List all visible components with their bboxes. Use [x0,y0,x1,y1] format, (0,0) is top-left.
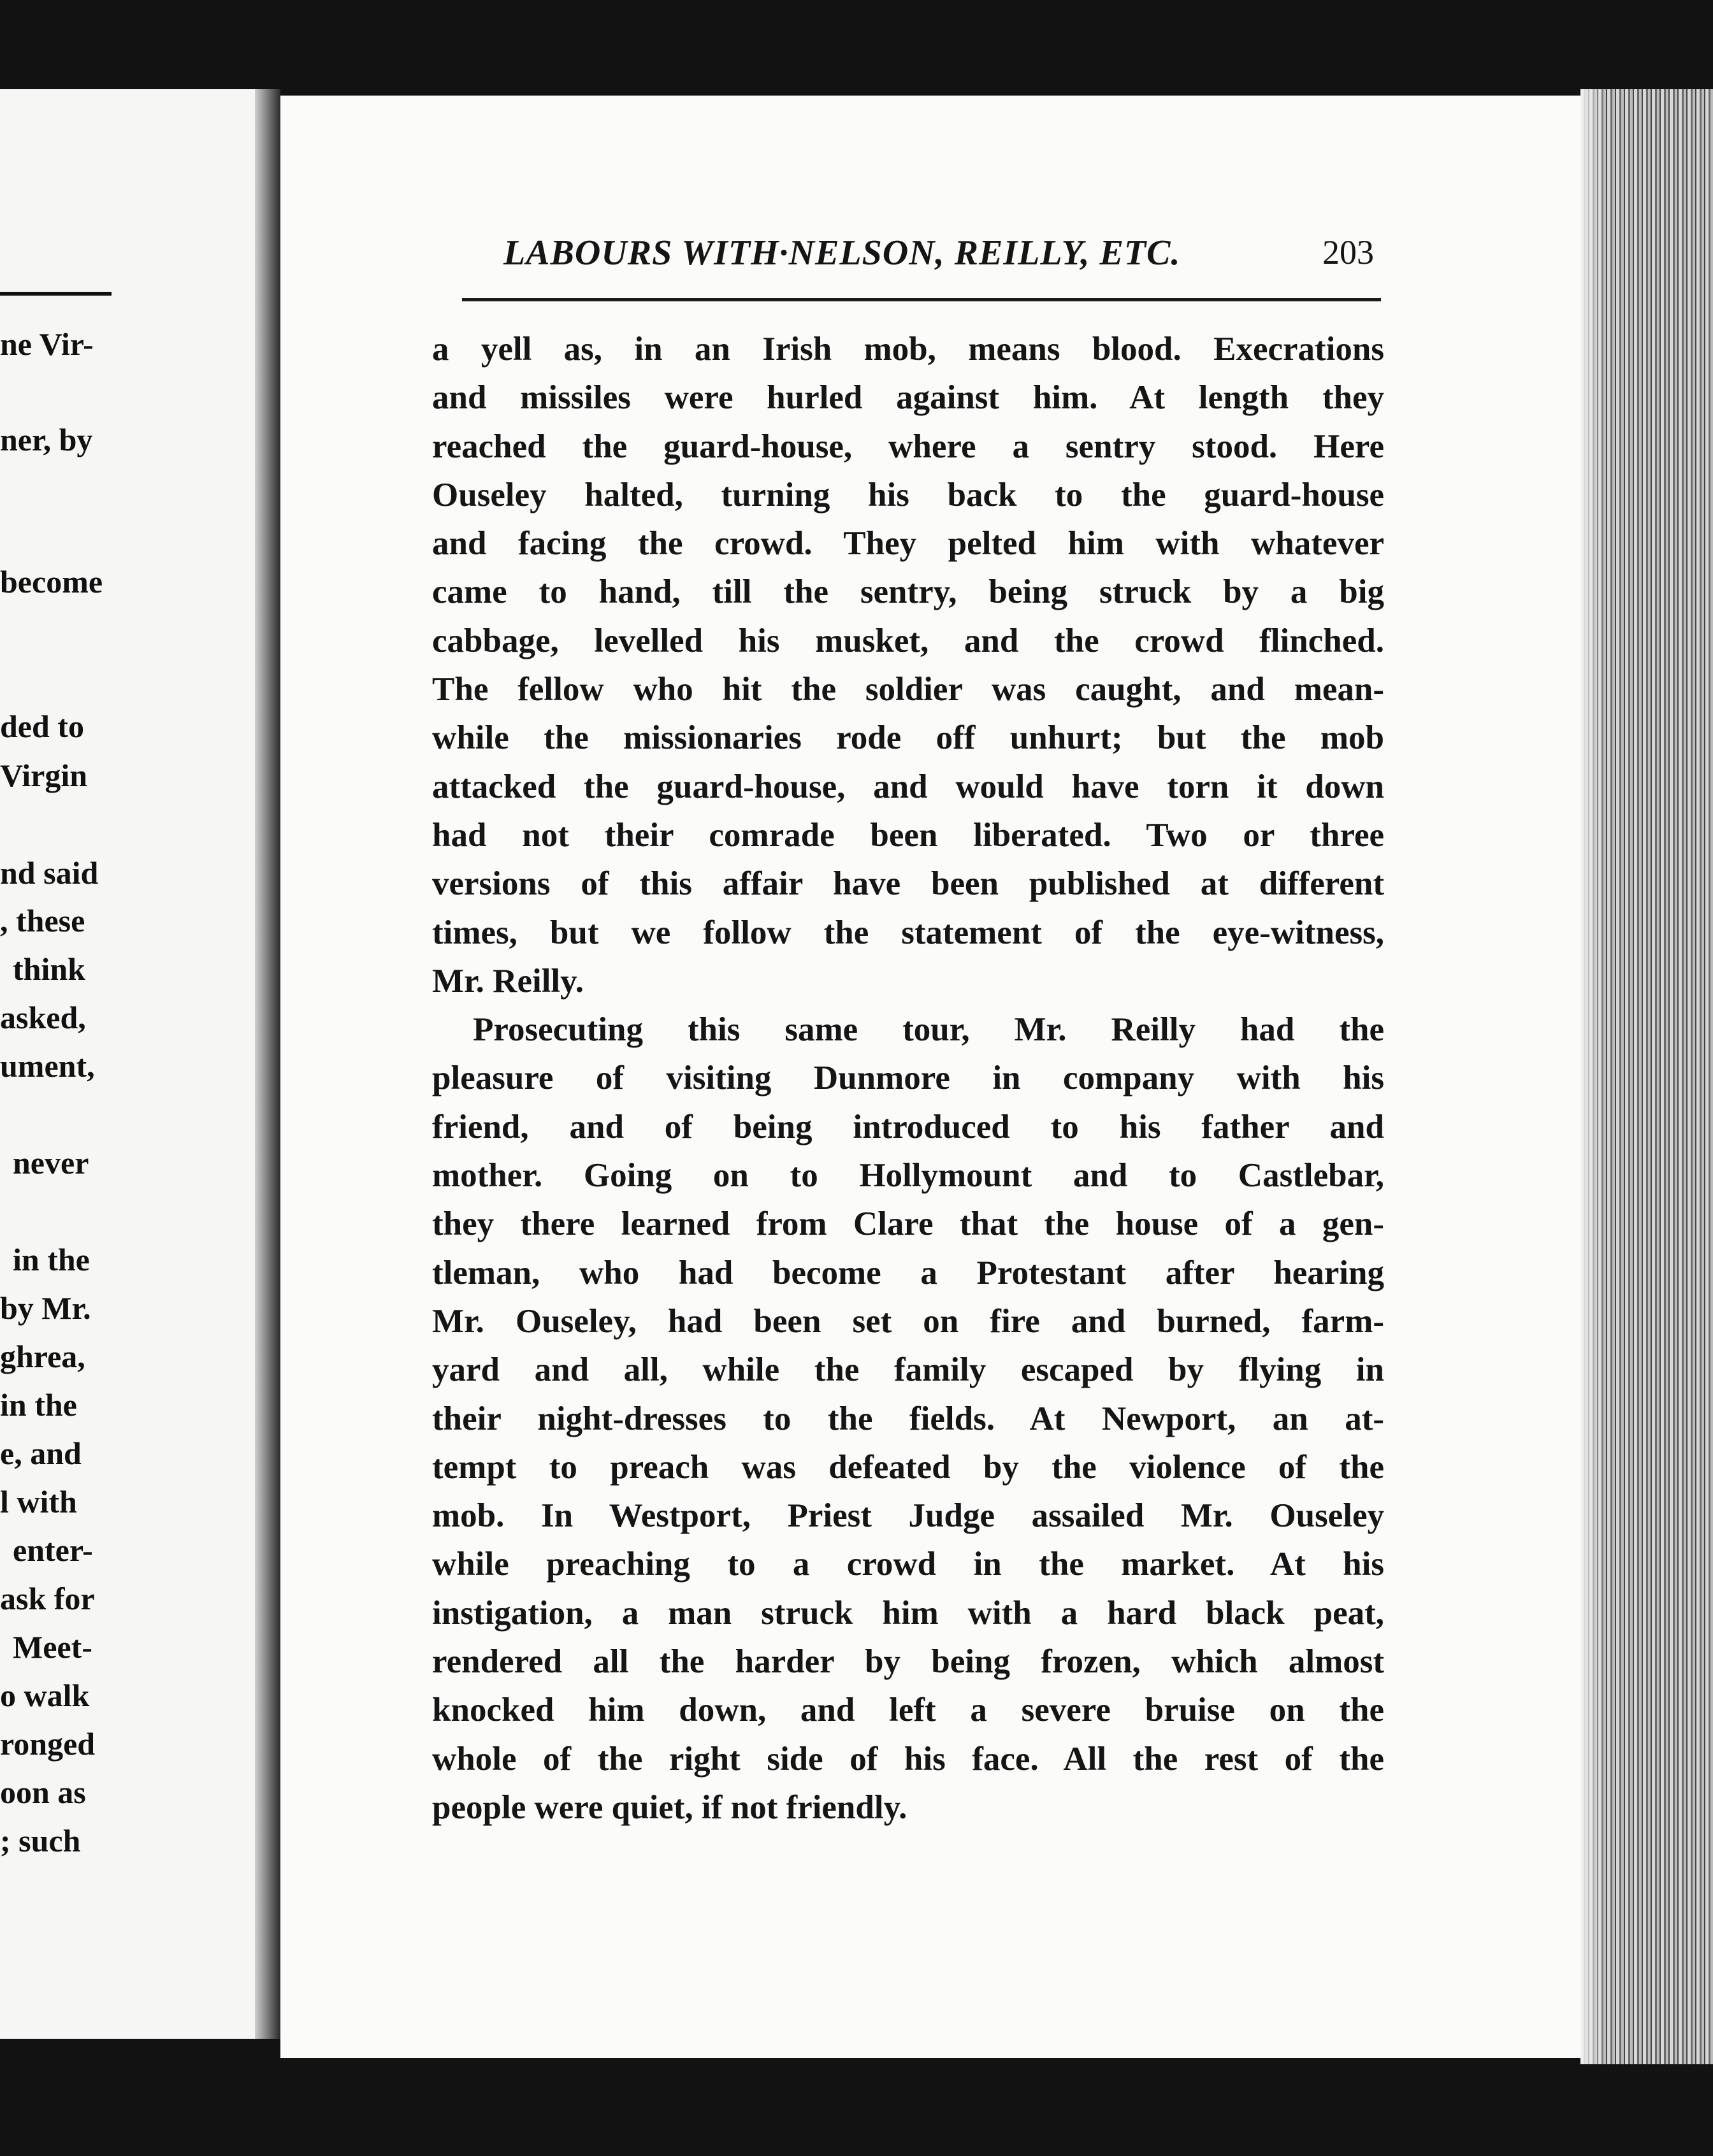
text-line: while the missionaries rode off unhurt; but the mob [432,719,1384,757]
text-line: knocked him down, and left a severe bruise on the [432,1692,1384,1729]
text-line: Ouseley halted, turning his back to the guard-house [432,476,1384,514]
body-text [432,325,1384,1832]
text-line: reached the guard-house, where a sentry stood. Here [432,428,1384,465]
facing-line: ner, by [0,422,93,457]
facing-line: ghrea, [0,1339,85,1374]
text-line: tempt to preach was defeated by the violence of the [432,1448,1384,1486]
paragraph-end-line: people were quiet, if not friendly. [432,1788,907,1826]
paragraph-start-line: Prosecuting this same tour, Mr. Reilly had the [473,1011,1384,1049]
facing-line: , these [0,903,85,938]
running-head: LABOURS WITH·NELSON, REILLY, ETC. [503,233,1181,273]
text-line: mother. Going on to Hollymount and to Castlebar, [432,1157,1384,1195]
facing-line: enter- [13,1532,93,1568]
facing-line: become [0,564,103,600]
facing-line: Virgin [0,758,88,793]
text-line: pleasure of visiting Dunmore in company with his [432,1060,1384,1097]
facing-line: in the [0,1387,77,1423]
facing-line: never [13,1145,89,1181]
text-line: had not their comrade been liberated. Two or three [432,816,1384,854]
facing-line: in the [13,1242,90,1277]
text-line: instigation, a man struck him with a hard black peat, [432,1594,1384,1632]
facing-line: ronged [0,1726,96,1762]
facing-line: nd said [0,855,99,891]
facing-line: by Mr. [0,1290,91,1326]
text-line: rendered all the harder by being frozen, which almost [432,1643,1384,1681]
book-gutter [255,89,280,2039]
paragraph-end-line: Mr. Reilly. [432,962,584,1000]
text-line: they there learned from Clare that the house of a gen- [432,1205,1384,1243]
facing-line: oon as [0,1774,86,1810]
text-line: attacked the guard-house, and would have torn it down [432,768,1384,805]
text-line: whole of the right side of his face. All the rest of the [432,1740,1384,1778]
text-line: yard and all, while the family escaped by flying in [432,1351,1384,1389]
facing-line: Meet- [13,1629,92,1665]
facing-line: e, and [0,1435,82,1471]
text-line: came to hand, till the sentry, being struck by a big [432,573,1384,611]
text-line: and facing the crowd. They pelted him with whatever [432,525,1384,563]
facing-line: ne Vir- [0,326,94,362]
text-line: cabbage, levelled his musket, and the crowd flinched. [432,622,1384,659]
text-line: The fellow who hit the soldier was caught, and mean- [432,671,1384,708]
text-line: while preaching to a crowd in the market. At his [432,1546,1384,1583]
header-rule [462,298,1381,301]
text-line: times, but we follow the statement of the eye-witness, [432,914,1384,951]
text-line: mob. In Westport, Priest Judge assailed Mr. Ouseley [432,1497,1384,1535]
page-edge-shadow [1580,89,1606,2064]
facing-line: ded to [0,708,84,744]
text-line: tleman, who had become a Protestant after hearing [432,1254,1384,1291]
facing-line: think [13,951,85,987]
facing-page-rule [0,292,112,296]
page-number: 203 [1322,233,1374,271]
text-line: their night-dresses to the fields. At Newport, an at- [432,1400,1384,1437]
text-line: and missiles were hurled against him. At length they [432,379,1384,417]
facing-line: asked, [0,1000,86,1035]
facing-line: l with [0,1484,77,1520]
text-line: Mr. Ouseley, had been set on fire and burned, farm- [432,1302,1384,1340]
text-line: friend, and of being introduced to his father and [432,1108,1384,1146]
facing-line: ument, [0,1048,95,1084]
facing-line: o walk [0,1678,90,1713]
text-line: versions of this affair have been published at different [432,865,1384,903]
facing-line: ask for [0,1581,95,1616]
facing-line: ; such [0,1823,81,1858]
text-line: a yell as, in an Irish mob, means blood. Execrations [432,331,1384,368]
